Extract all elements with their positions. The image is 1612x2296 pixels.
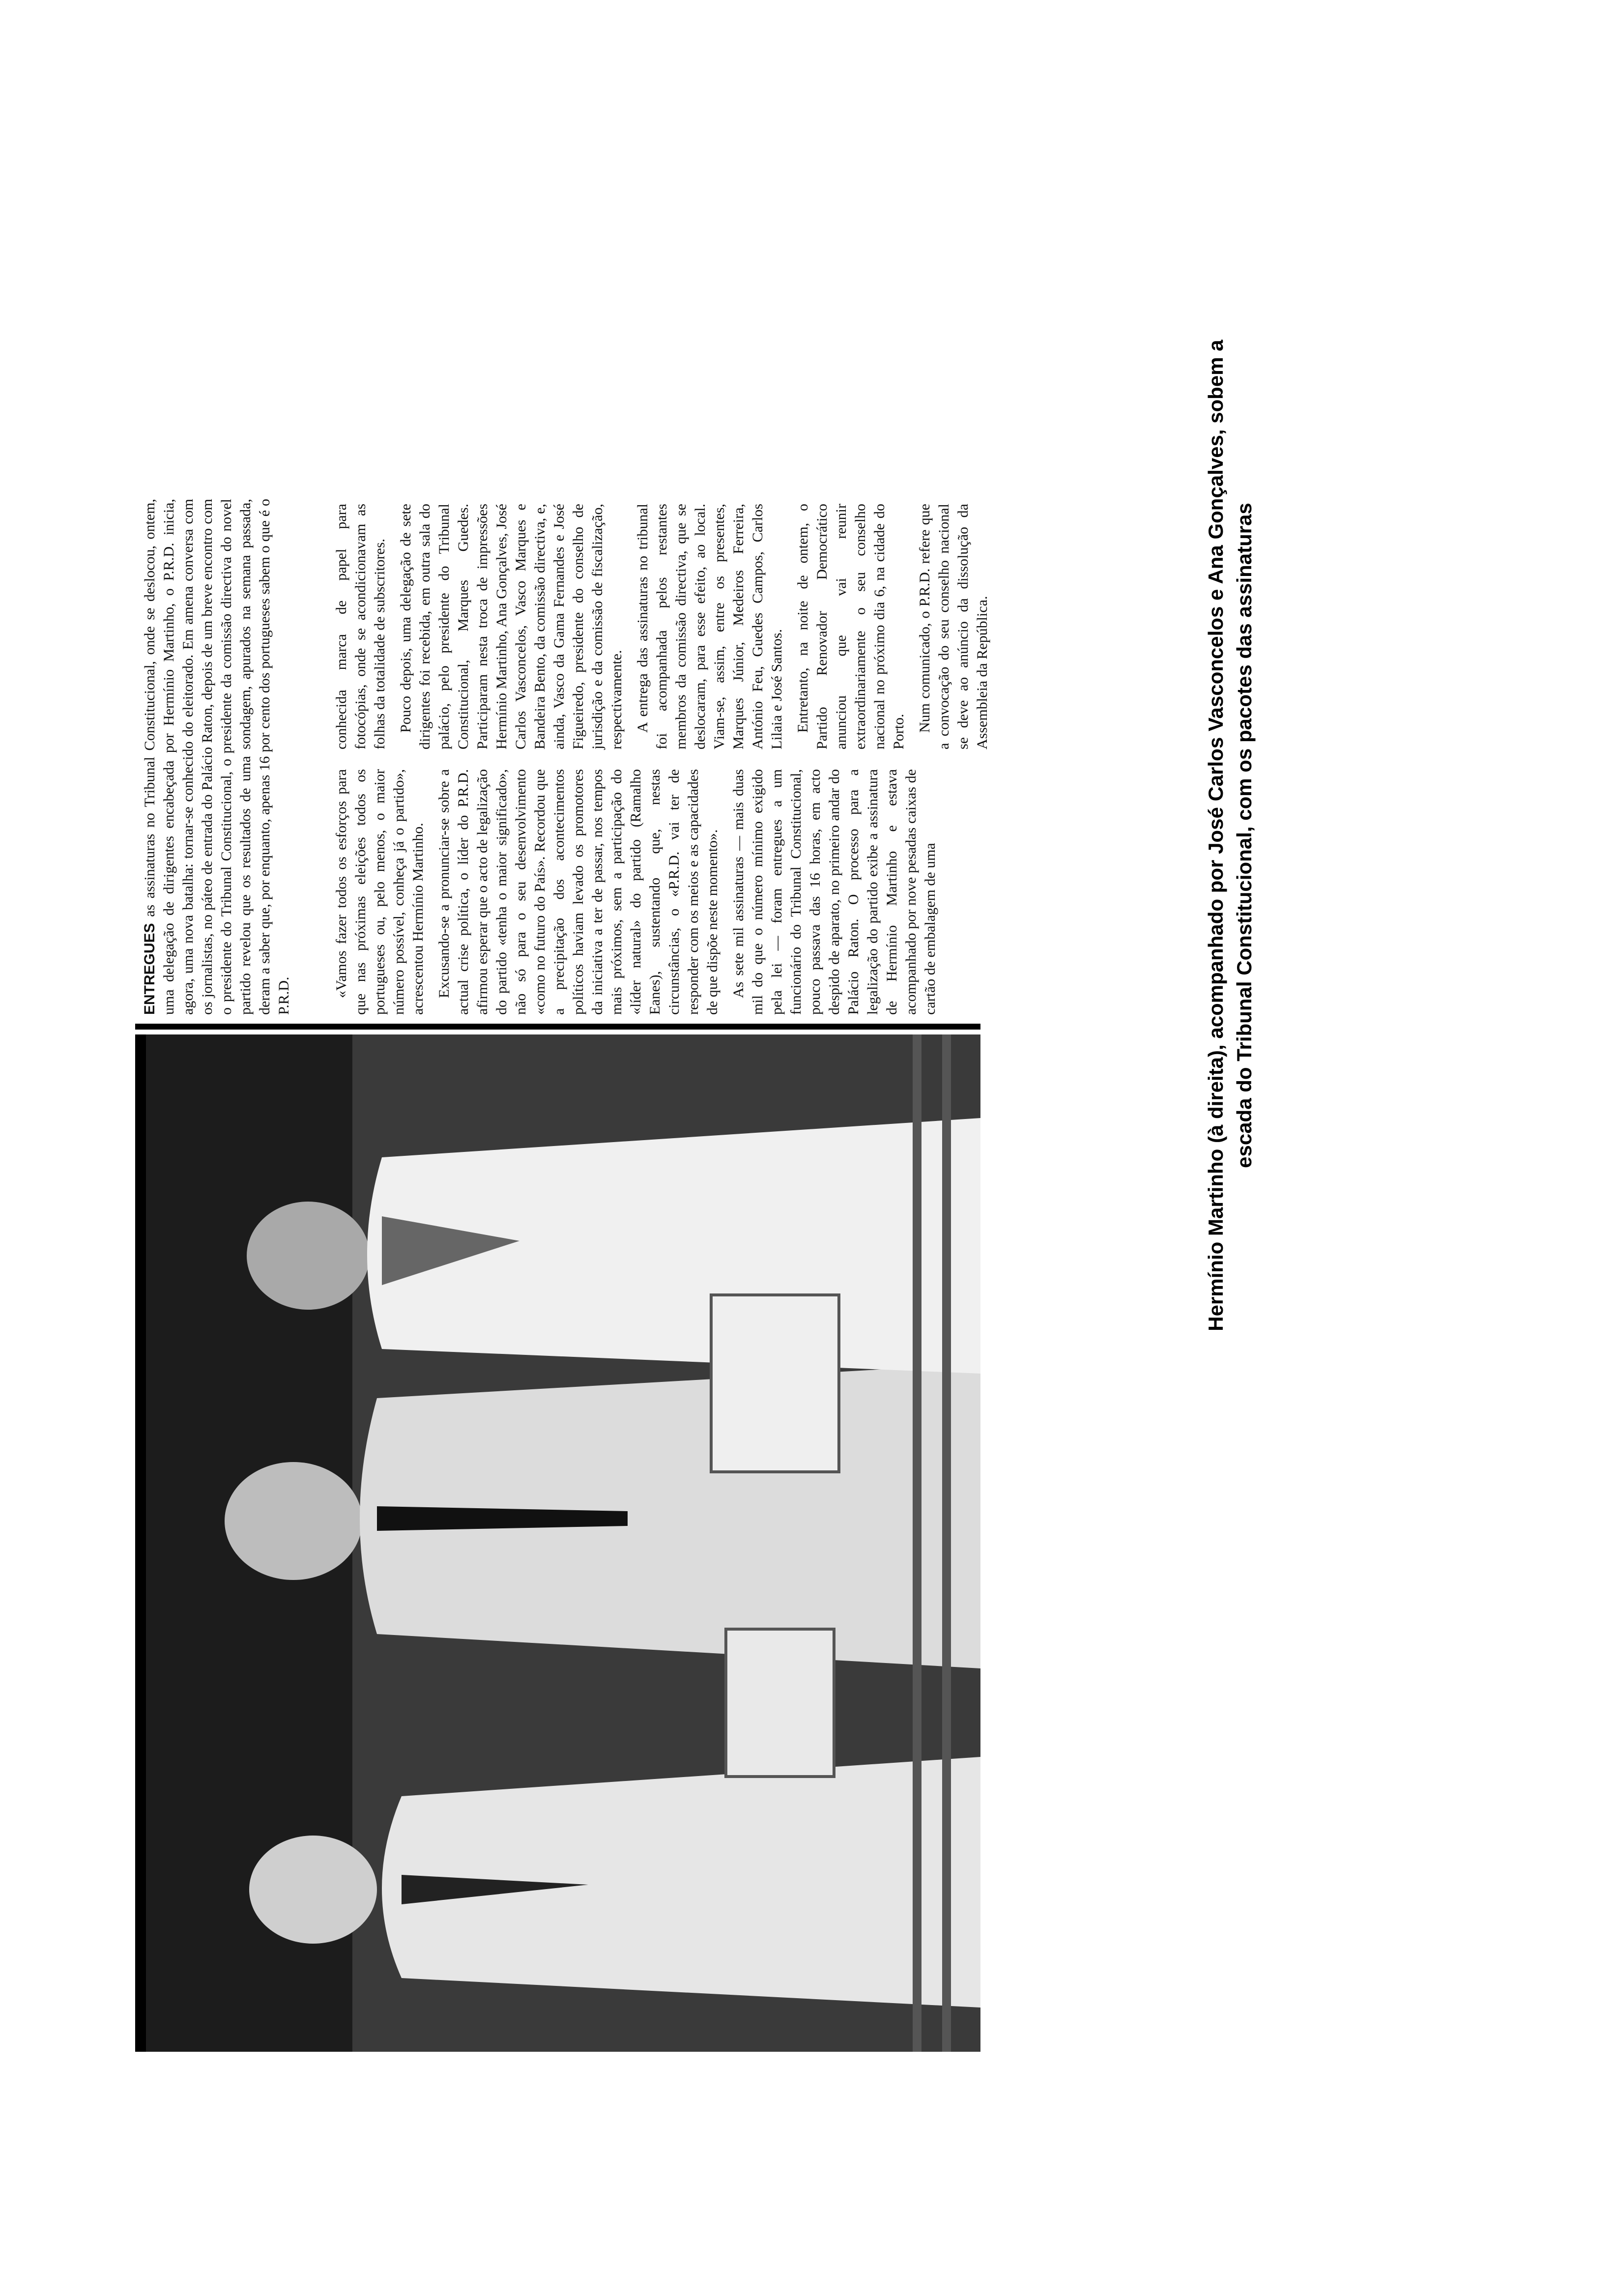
news-photo: [135, 1034, 980, 2052]
caption-rule: [135, 1024, 980, 1030]
paragraph: Entretanto, na noite de ontem, o Partido Renovador Democrático anunciou que vai reunir extraordinariamente o seu conselho nacional no próximo dia 6, na cidade do Porto.: [795, 504, 907, 749]
article-column-left: [332, 769, 947, 1015]
paragraph: As sete mil assinaturas — mais duas mil do que o número mínimo exigido pela lei — foram entregues a um funcionário do Tribunal Constitucional, pouco passava das 16 horas, em acto despido de aparato, no primeiro andar do Palácio Raton. O processo para a legalização do partido exibe a assinatura de Hermínio Martinho e estava acompanhado por nove pesadas caixas de cartão de embalagem de uma: [730, 769, 938, 1015]
paragraph: conhecida marca de papel para fotocópias, onde se acondicionavam as folhas da totalidade de subscritores.: [333, 504, 388, 749]
photo-caption: Hermínio Martinho (à direita), acompanhado por José Carlos Vasconcelos e Ana Gonçalves, sobem a escada do Tribunal Constitucional, com os pacotes das assinaturas: [1204, 340, 1256, 1331]
lead-kicker: ENTREGUES: [142, 923, 158, 1015]
article-body: [135, 489, 995, 1015]
paragraph: «Vamos fazer todos os esforços para que nas próximas eleições todos os portugueses ou, pelo menos, o maior número possível, conheça já o partido», acrescentou Hermínio Martinho.: [333, 769, 426, 1015]
paragraph: A entrega das assinaturas no tribunal foi acompanhada pelos restantes membros da comissão directiva, que se deslocaram, para esse efeito, ao local. Viam-se, assim, entre os presentes, Marques Júnior, Medeiros Ferreira, António Feu, Guedes Campos, Carlos Lilaia e José Santos.: [634, 504, 785, 749]
newspaper-clipping: [135, 489, 995, 2052]
article-column-right: [332, 504, 999, 749]
lead-paragraph: [140, 499, 293, 1015]
paragraph: Num comunicado, o P.R.D. refere que a convocação do seu conselho nacional se deve ao anúncio da dissolução da Assembleia da República.: [917, 504, 990, 749]
photo-image: [146, 1034, 980, 2052]
photo-caption-wrap: [1199, 295, 1278, 1376]
paragraph: Pouco depois, uma delegação de sete dirigentes foi recebida, em outra sala do palácio, pelo presidente do Tribunal Constitucional, Marques Guedes. Participaram nesta troca de impressões Hermínio Martinho, Ana Gonçalves, José Carlos Vasconcelos, Vasco Marques e Bandeira Bento, da comissão directiva, e, ainda, Vasco da Gama Fernandes e José Figueiredo, presidente do conselho de jurisdição e da comissão de fiscalização, respectivamente.: [398, 504, 625, 749]
paragraph: Excusando-se a pronunciar-se sobre a actual crise política, o líder do P.R.D. afirmou esperar que o acto de legalização do partido «tenha o maior significado», não só para o seu desenvolvimento «como no futuro do País». Recordou que a precipitação dos acontecimentos políticos haviam levado os promotores da iniciativa a ter de passar, nos tempos mais próximos, sem a participação do «líder natural» do partido (Ramalho Eanes), sustentando que, nestas circunstâncias, o «P.R.D. vai ter de responder com os meios e as capacidades de que dispõe neste momento».: [436, 769, 720, 1015]
lead-text: as assinaturas no Tribunal Constitucional, onde se deslocou, ontem, uma delegação de dirigentes encabeçada por Hermínio Martinho, o P.R.D. inicia, agora, uma nova batalha: tornar-se conhecido do eleitorado. Em amena conversa com os jornalistas, no páteo de entrada do Palácio Raton, depois de um breve encontro com o presidente do Tribunal Constitucional, o presidente da comissão directiva do novel partido revelou que os resultados de uma sondagem, apurados na semana passada, deram a saber que, por enquanto, apenas 16 por cento dos portugueses sabem o que é o P.R.D.: [142, 499, 292, 1015]
